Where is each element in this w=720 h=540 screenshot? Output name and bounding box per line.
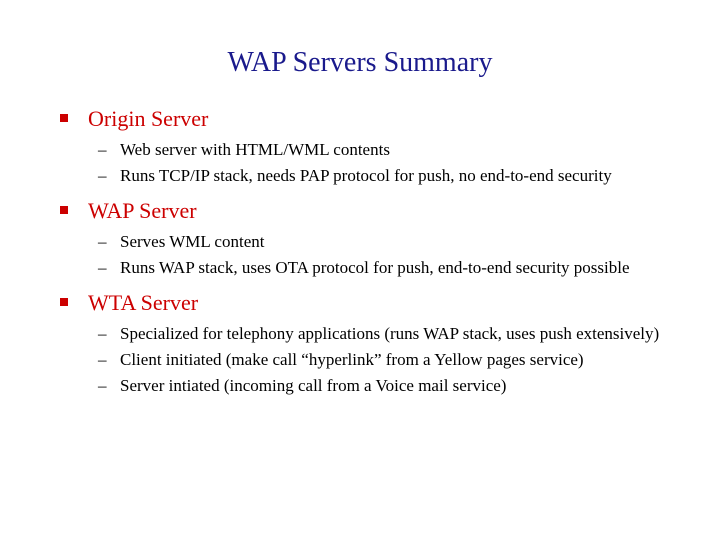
section-heading-row — [60, 288, 680, 318]
dash-icon: – — [98, 324, 107, 343]
sub-item — [98, 164, 680, 188]
square-bullet-icon — [60, 298, 68, 306]
dash-icon: – — [98, 350, 107, 369]
sub-item — [98, 322, 680, 346]
sub-item — [98, 348, 680, 372]
section-heading: Origin Server — [88, 106, 209, 131]
slide-title: WAP Servers Summary — [227, 47, 493, 78]
sub-item-text: Runs TCP/IP stack, needs PAP protocol for push, no end-to-end security — [120, 166, 612, 185]
dash-icon: – — [98, 166, 107, 185]
section-heading: WTA Server — [88, 290, 199, 315]
sub-list — [98, 322, 680, 398]
sub-item — [98, 138, 680, 162]
dash-icon: – — [98, 140, 107, 159]
sub-list — [98, 230, 680, 280]
section-wta-server — [60, 288, 680, 398]
sub-list — [98, 138, 680, 188]
sub-item-text: Specialized for telephony applications (runs WAP stack, uses push extensively) — [120, 324, 660, 343]
sub-item-text: Runs WAP stack, uses OTA protocol for push, end-to-end security possible — [120, 258, 630, 277]
section-heading-row — [60, 104, 680, 134]
square-bullet-icon — [60, 206, 68, 214]
sub-item — [98, 256, 680, 280]
square-bullet-icon — [60, 114, 68, 122]
section-heading-row — [60, 196, 680, 226]
section-wap-server — [60, 196, 680, 280]
sub-item — [98, 374, 680, 398]
section-origin-server — [60, 104, 680, 188]
sub-item-text: Client initiated (make call “hyperlink” from a Yellow pages service) — [120, 350, 584, 369]
sub-item-text: Serves WML content — [120, 232, 265, 251]
sub-item-text: Web server with HTML/WML contents — [120, 140, 390, 159]
section-heading: WAP Server — [88, 198, 197, 223]
dash-icon: – — [98, 376, 107, 395]
sub-item-text: Server intiated (incoming call from a Voice mail service) — [120, 376, 507, 395]
sub-item — [98, 230, 680, 254]
bullet-list — [60, 104, 680, 406]
dash-icon: – — [98, 232, 107, 251]
dash-icon: – — [98, 258, 107, 277]
